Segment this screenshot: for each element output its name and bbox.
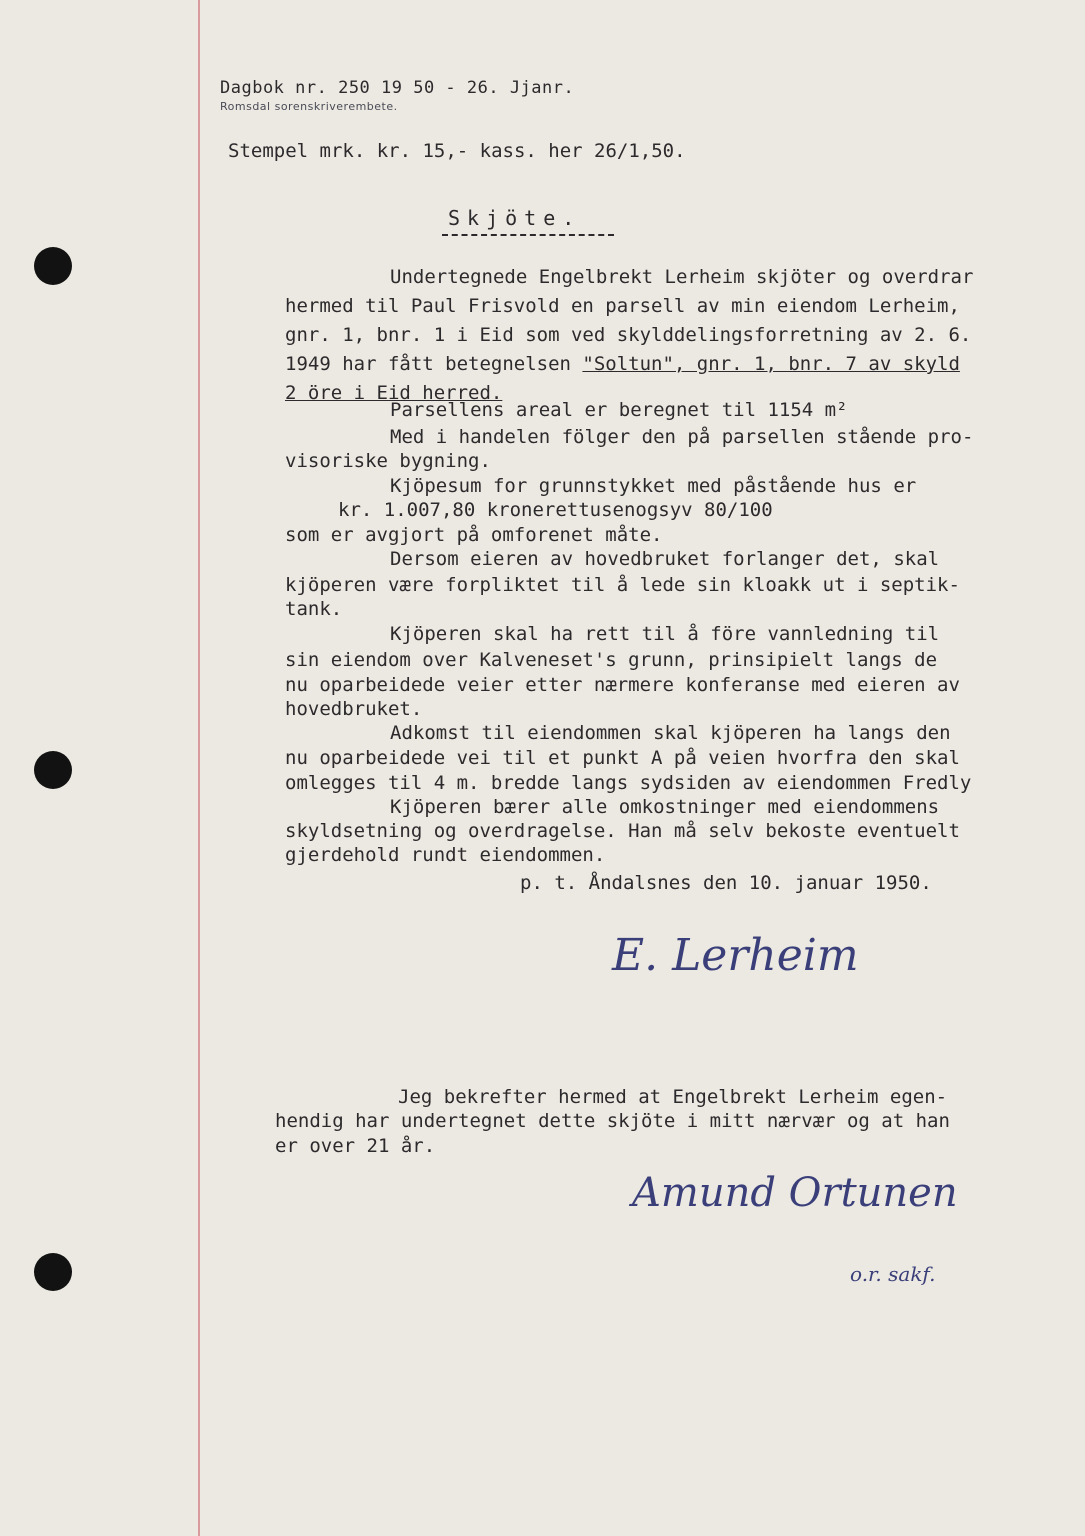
body-line: Kjöperen skal ha rett til å före vannledning til <box>390 623 940 645</box>
title-underline <box>442 234 614 236</box>
signature-title-text: o.r. sakf. <box>850 1262 936 1286</box>
body-line: visoriske bygning. <box>285 450 491 472</box>
punch-hole-icon <box>34 1253 72 1291</box>
signature-lerheim <box>612 930 859 981</box>
body-line: gjerdehold rundt eiendommen. <box>285 844 606 866</box>
body-line: Kjöperen bærer alle omkostninger med eiendommens <box>390 796 940 818</box>
body-line: hermed til Paul Frisvold en parsell av min eiendom Lerheim, <box>285 295 960 317</box>
signature-text: E. Lerheim <box>612 930 859 981</box>
body-line: nu oparbeidede veier etter nærmere konferanse med eieren av <box>285 674 960 696</box>
body-line: omlegges til 4 m. bredde langs sydsiden av eiendommen Fredly <box>285 772 972 794</box>
property-name: "Soltun", gnr. 1, bnr. 7 av skyld <box>582 353 960 375</box>
office-name: Romsdal sorenskriverembete. <box>220 100 398 113</box>
body-line: nu oparbeidede vei til et punkt A på veien hvorfra den skal <box>285 747 960 769</box>
body-line: Kjöpesum for grunnstykket med påstående hus er <box>390 475 917 497</box>
body-line: kr. 1.007,80 kronerettusenogsyv 80/100 <box>338 499 773 521</box>
body-line: skyldsetning og overdragelse. Han må selv bekoste eventuelt <box>285 820 960 842</box>
body-line: som er avgjort på omforenet måte. <box>285 524 663 546</box>
body-line: kjöperen være forpliktet til å lede sin kloakk ut i septik- <box>285 574 960 596</box>
dagbok-stamp <box>220 78 575 113</box>
body-line: Parsellens areal er beregnet til 1154 m² <box>390 399 848 421</box>
punch-hole-icon <box>34 751 72 789</box>
body-line <box>285 355 960 374</box>
body-line: hovedbruket. <box>285 698 423 720</box>
body-line: sin eiendom over Kalveneset's grunn, prinsipielt langs de <box>285 649 938 671</box>
body-line: tank. <box>285 598 343 620</box>
punch-hole-icon <box>34 247 72 285</box>
place-date: p. t. Åndalsnes den 10. januar 1950. <box>520 872 932 894</box>
body-line: Med i handelen fölger den på parsellen stående pro- <box>390 426 974 448</box>
body-line: Dersom eieren av hovedbruket forlanger det, skal <box>390 548 940 570</box>
body-line: Adkomst til eiendommen skal kjöperen ha langs den <box>390 722 951 744</box>
body-text: 1949 har fått betegnelsen <box>285 353 583 375</box>
signature-witness <box>632 1170 958 1216</box>
signature-title <box>850 1262 935 1286</box>
signature-text: Amund Ortunen <box>632 1170 958 1216</box>
attest-line: hendig har undertegnet dette skjöte i mitt nærvær og at han <box>275 1110 950 1132</box>
margin-rule <box>198 0 200 1536</box>
attest-line: Jeg bekrefter hermed at Engelbrekt Lerheim egen- <box>398 1086 948 1108</box>
body-line: 2 öre i Eid herred. <box>285 382 503 404</box>
dagbok-number: Dagbok nr. 250 19 50 - 26. Jjanr. <box>220 78 575 98</box>
document-title: Skjöte. <box>448 206 582 230</box>
body-line: gnr. 1, bnr. 1 i Eid som ved skylddelingsforretning av 2. 6. <box>285 324 972 346</box>
stamp-duty-line: Stempel mrk. kr. 15,- kass. her 26/1,50. <box>228 140 686 162</box>
attest-line: er over 21 år. <box>275 1135 436 1157</box>
body-line: Undertegnede Engelbrekt Lerheim skjöter og overdrar <box>390 266 974 288</box>
